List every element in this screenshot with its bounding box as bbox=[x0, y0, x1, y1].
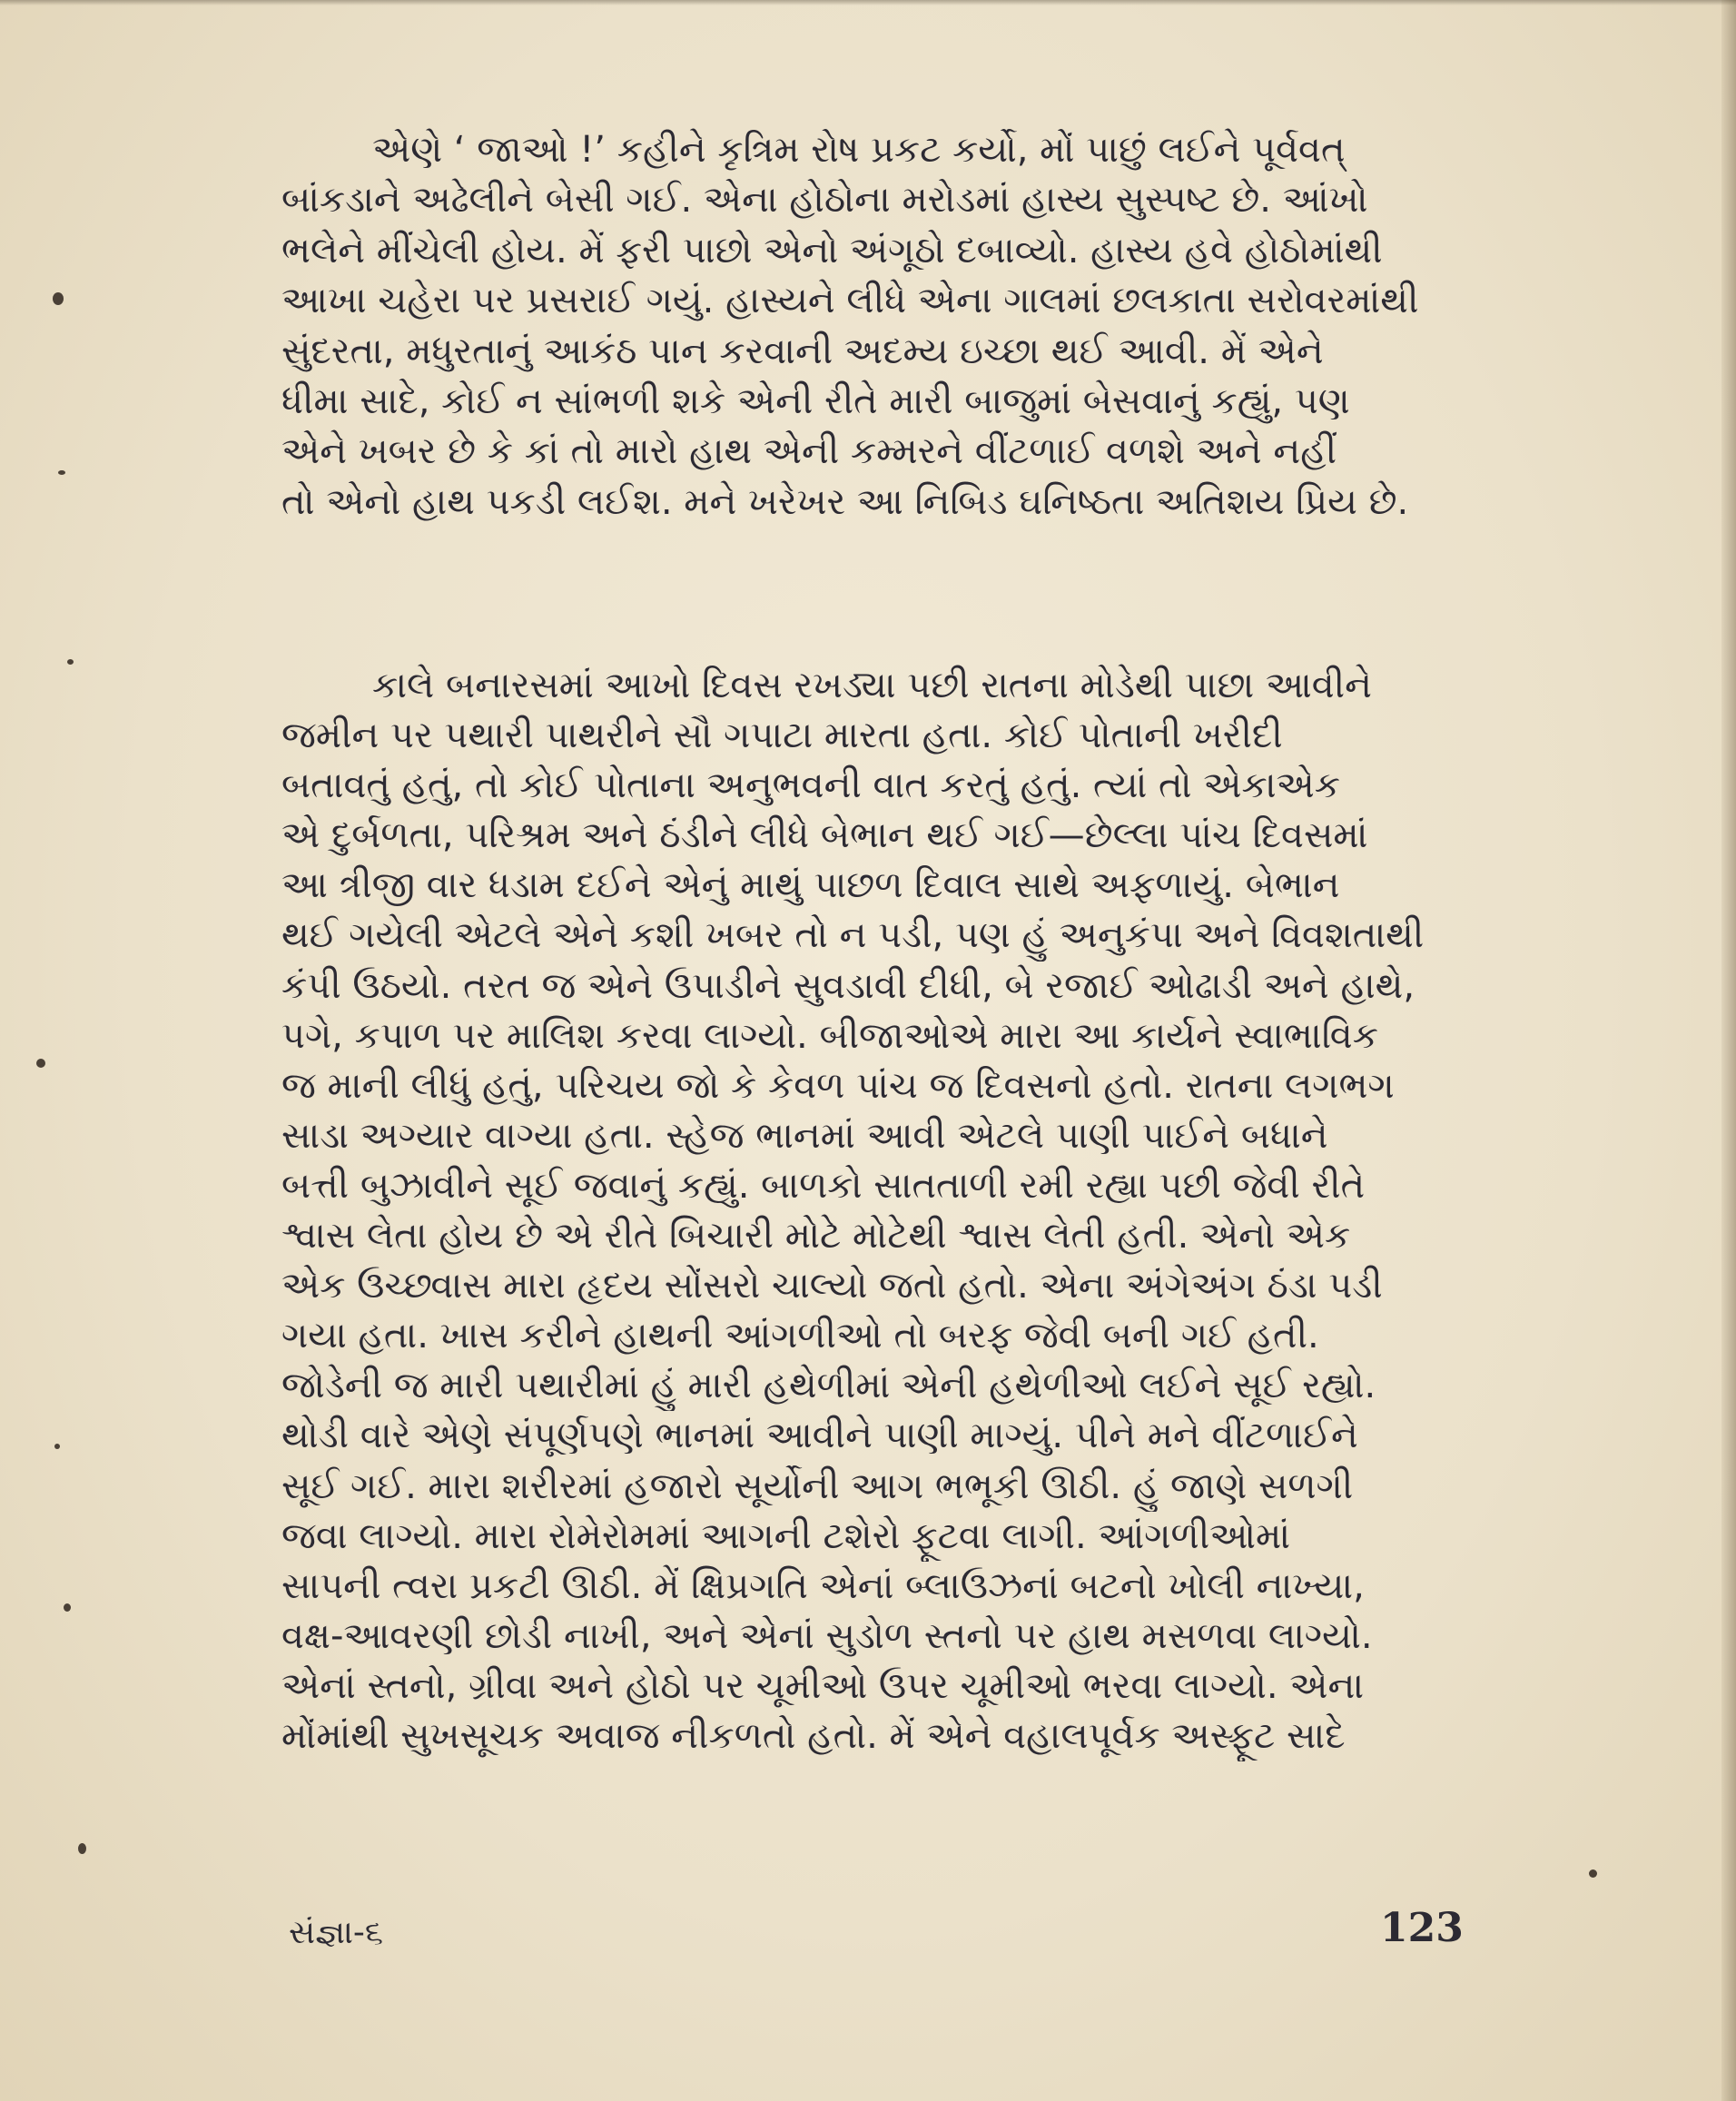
text-line: જોડેની જ મારી પથારીમાં હું મારી હથેળીમાં એની હથેળીઓ લઈને સૂઈ રહ્યો. bbox=[281, 1365, 1376, 1407]
text-line: કંપી ઉઠયો. તરત જ એને ઉપાડીને સુવડાવી દીધી, બે રજાઈ ઓઢાડી અને હાથે, bbox=[281, 964, 1415, 1007]
margin-speck bbox=[36, 1059, 45, 1068]
text-line: જવા લાગ્યો. મારા રોમેરોમમાં આગની ટશેરો ફૂટવા લાગી. આંગળીઓમાં bbox=[281, 1514, 1291, 1557]
text-line: શ્વાસ લેતા હોય છે એ રીતે બિચારી મોટે મોટેથી શ્વાસ લેતી હતી. એનો એક bbox=[281, 1215, 1351, 1258]
margin-speck bbox=[78, 1843, 86, 1854]
margin-speck bbox=[64, 1603, 71, 1612]
page-top-shadow bbox=[0, 0, 1736, 5]
text-line: જમીન પર પથારી પાથરીને સૌ ગપાટા મારતા હતા. કોઈ પોતાની ખરીદી bbox=[281, 715, 1283, 757]
text-line: એક ઉચ્છ્વાસ મારા હૃદય સોંસરો ચાલ્યો જતો હતો. એના અંગેઅંગ ઠંડા પડી bbox=[281, 1265, 1383, 1307]
text-line: એનાં સ્તનો, ગ્રીવા અને હોઠો પર ચૂમીઓ ઉપર ચૂમીઓ ભરવા લાગ્યો. એના bbox=[281, 1664, 1365, 1707]
margin-speck bbox=[54, 1444, 60, 1449]
text-line: તો એનો હાથ પકડી લઈશ. મને ખરેખર આ નિબિડ ઘનિષ્ઠતા અતિશય પ્રિય છે. bbox=[281, 480, 1409, 523]
margin-speck bbox=[1589, 1869, 1597, 1878]
text-line: કાલે બનારસમાં આખો દિવસ રખડ્યા પછી રાતના મોડેથી પાછા આવીને bbox=[372, 665, 1372, 706]
margin-speck bbox=[58, 470, 65, 475]
text-line: સૂઈ ગઈ. મારા શરીરમાં હજારો સૂર્યોની આગ ભભૂકી ઊઠી. હું જાણે સળગી bbox=[281, 1465, 1354, 1507]
text-line: બાંકડાને અઢેલીને બેસી ગઈ. એના હોઠોના મરોડમાં હાસ્ય સુસ્પષ્ટ છે. આંખો bbox=[281, 179, 1368, 222]
margin-speck bbox=[67, 659, 74, 665]
text-line: વક્ષ-આવરણી છોડી નાખી, અને એનાં સુડોળ સ્તનો પર હાથ મસળવા લાગ્યો. bbox=[281, 1614, 1373, 1657]
text-line: સાપની ત્વરા પ્રકટી ઊઠી. મેં ક્ષિપ્રગતિ એનાં બ્લાઉઝનાં બટનો ખોલી નાખ્યા, bbox=[281, 1564, 1365, 1607]
text-line: એણે ‘ જાઓ !’ કહીને કૃત્રિમ રોષ પ્રકટ કર્યો, મોં પાછું લઈને પૂર્વવત્ bbox=[372, 129, 1346, 171]
text-line: બતાવતું હતું, તો કોઈ પોતાના અનુભવની વાત કરતું હતું. ત્યાં તો એકાએક bbox=[281, 764, 1340, 807]
text-line: ધીમા સાદે, કોઈ ન સાંભળી શકે એની રીતે મારી બાજુમાં બેસવાનું કહ્યું, પણ bbox=[281, 380, 1350, 423]
text-line: જ માની લીધું હતું, પરિચય જો કે કેવળ પાંચ જ દિવસનો હતો. રાતના લગભગ bbox=[281, 1064, 1395, 1107]
text-line: મોંમાંથી સુખસૂચક અવાજ નીકળતો હતો. મેં એને વહાલપૂર્વક અસ્ફૂટ સાદે bbox=[281, 1714, 1346, 1757]
paragraph-1 bbox=[281, 125, 1444, 528]
margin-speck bbox=[53, 292, 64, 305]
text-line: સુંદરતા, મધુરતાનું આકંઠ પાન કરવાની અદમ્ય ઇચ્છા થઈ આવી. મેં એને bbox=[281, 330, 1324, 372]
page-number: 123 bbox=[1380, 1905, 1464, 1951]
text-line: પગે, કપાળ પર માલિશ કરવા લાગ્યો. બીજાઓએ મારા આ કાર્યને સ્વાભાવિક bbox=[281, 1014, 1378, 1057]
text-line: આખા ચહેરા પર પ્રસરાઈ ગયું. હાસ્યને લીધે એના ગાલમાં છલકાતા સરોવરમાંથી bbox=[281, 280, 1419, 322]
text-line: ભલેને મીંચેલી હોય. મેં ફરી પાછો એનો અંગૂઠો દબાવ્યો. હાસ્ય હવે હોઠોમાંથી bbox=[281, 229, 1383, 271]
footer-magazine-label: સંજ્ઞા-૬ bbox=[289, 1914, 384, 1951]
text-line: એને ખબર છે કે કાં તો મારો હાથ એની કમ્મરને વીંટળાઈ વળશે અને નહીં bbox=[281, 430, 1337, 473]
text-line: થઈ ગયેલી એટલે એને કશી ખબર તો ન પડી, પણ હું અનુકંપા અને વિવશતાથી bbox=[281, 914, 1425, 957]
text-line: એ દુર્બળતા, પરિશ્રમ અને ઠંડીને લીધે બેભાન થઈ ગઈ—છેલ્લા પાંચ દિવસમાં bbox=[281, 814, 1368, 857]
text-line: થોડી વારે એણે સંપૂર્ણપણે ભાનમાં આવીને પાણી માગ્યું. પીને મને વીંટળાઈને bbox=[281, 1415, 1358, 1457]
paragraph-2 bbox=[281, 661, 1444, 1761]
text-line: બત્તી બુઝાવીને સૂઈ જવાનું કહ્યું. બાળકો સાતતાળી રમી રહ્યા પછી જેવી રીતે bbox=[281, 1164, 1366, 1207]
text-line: આ ત્રીજી વાર ધડામ દઈને એનું માથું પાછળ દિવાલ સાથે અફળાયું. બેભાન bbox=[281, 864, 1340, 907]
page-right-edge bbox=[1721, 0, 1736, 2101]
text-line: ગયા હતા. ખાસ કરીને હાથની આંગળીઓ તો બરફ જેવી બની ગઈ હતી. bbox=[281, 1315, 1319, 1357]
text-line: સાડા અગ્યાર વાગ્યા હતા. સ્હેજ ભાનમાં આવી એટલે પાણી પાઈને બધાને bbox=[281, 1114, 1328, 1157]
